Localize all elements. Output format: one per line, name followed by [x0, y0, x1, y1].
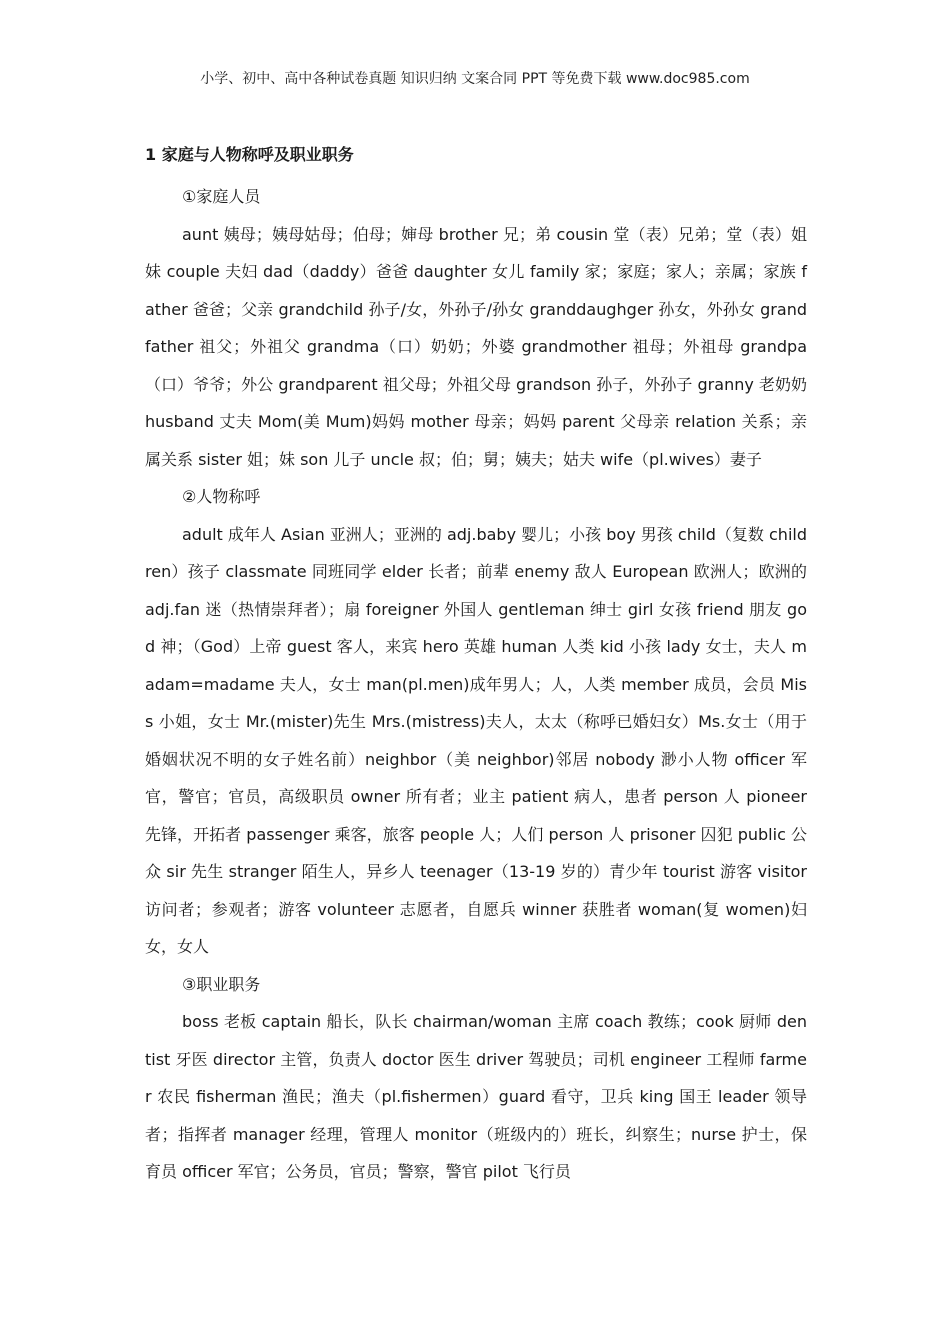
paragraph-people: adult 成年人 Asian 亚洲人；亚洲的 adj.baby 婴儿；小孩 boy 男孩 child（复数 children）孩子 classmate 同班同学 elder 长者；前辈 enemy 敌人 European 欧洲人；欧洲的 adj.fan 迷（热情崇拜者）；扇 foreigner 外国人 gentleman 绅士 girl 女孩 friend 朋友 god 神；（God）上帝 guest 客人，来宾 hero 英雄 human 人类 kid 小孩 lady 女士，夫人 madam=madame 夫人，女士 man(pl.men)成年男人；人，人类 member 成员，会员 Miss 小姐，女士 Mr.(mister)先生 Mrs.(mistress)夫人，太太（称呼已婚妇女）Ms.女士（用于婚姻状况不明的女子姓名前）neighbor（美 neighbor)邻居 nobody 渺小人物 officer 军官，警官；官员，高级职员 owner 所有者；业主 patient 病人，患者 person 人 pioneer 先锋，开拓者 passenger 乘客，旅客 people 人；人们 person 人 prisoner 囚犯 public 公众 sir 先生 stranger 陌生人，异乡人 teenager（13-19 岁的）青少年 tourist 游客 visitor 访问者；参观者；游客 volunteer 志愿者，自愿兵 winner 获胜者 woman(复 women)妇女，女人: [145, 524, 807, 956]
subheading-occupations: ③职业职务: [182, 974, 261, 994]
document-body: [145, 141, 807, 1191]
subheading-people: ②人物称呼: [182, 487, 261, 506]
paragraph-occupations: boss 老板 captain 船长，队长 chairman/woman 主席 coach 教练；cook 厨师 dentist 牙医 director 主管，负责人 doctor 医生 driver 驾驶员；司机 engineer 工程师 farmer 农民 fisherman 渔民；渔夫（pl.fishermen）guard 看守，卫兵 king 国王 leader 领导者；指挥者 manager 经理，管理人 monitor（班级内的）班长，纠察生；nurse 护士，保育员 officer 军官；公务员，官员；警察，警官 pilot 飞行员: [145, 1012, 807, 1181]
paragraph-family: aunt 姨母；姨母姑母；伯母；婶母 brother 兄；弟 cousin 堂（表）兄弟；堂（表）姐妹 couple 夫妇 dad（daddy）爸爸 daughter 女儿 family 家；家庭；家人；亲属；家族 father 爸爸；父亲 grandchild 孙子/女，外孙子/孙女 granddaughger 孙女，外孙女 grandfather 祖父；外祖父 grandma（口）奶奶；外婆 grandmother 祖母；外祖母 grandpa（口）爷爷；外公 grandparent 祖父母；外祖父母 grandson 孙子，外孙子 granny 老奶奶 husband 丈夫 Mom(美 Mum)妈妈 mother 母亲；妈妈 parent 父母亲 relation 关系；亲属关系 sister 姐；妹 son 儿子 uncle 叔；伯；舅；姨夫；姑夫 wife（pl.wives）妻子: [145, 224, 807, 469]
section-title: 1 家庭与人物称呼及职业职务: [145, 145, 354, 164]
subheading-family: ①家庭人员: [182, 187, 261, 206]
page-header: 小学、初中、高中各种试卷真题 知识归纳 文案合同 PPT 等免费下载 www.doc985.com: [200, 71, 750, 87]
